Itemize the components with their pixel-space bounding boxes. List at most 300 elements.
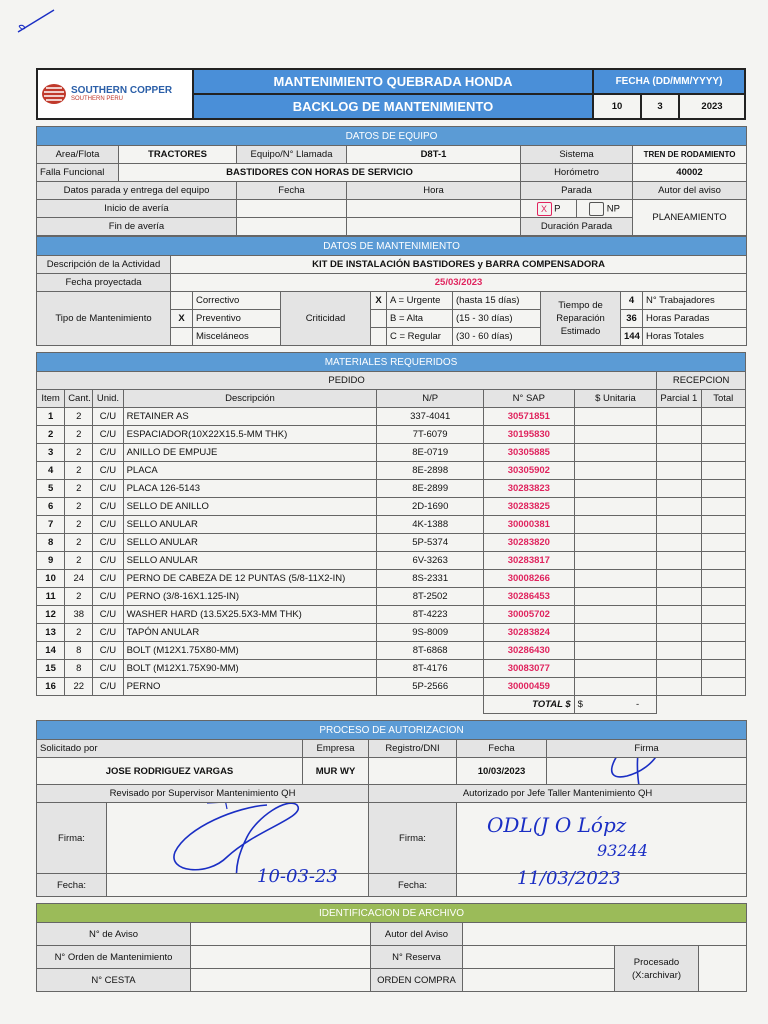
hora-col-label: Hora [347, 182, 521, 200]
registro-label: Registro/DNI [369, 740, 457, 758]
material-descripcion[interactable]: ESPACIADOR(10X22X15.5-MM THK) [123, 426, 377, 444]
inicio-hora[interactable] [347, 200, 521, 218]
empresa-value[interactable]: MUR WY [303, 758, 369, 785]
material-parcial[interactable] [657, 408, 701, 426]
material-np[interactable]: 337-4041 [377, 408, 484, 426]
material-unitaria[interactable] [574, 426, 657, 444]
material-sap[interactable]: 30000459 [484, 678, 575, 696]
autor-label: Autor del aviso [633, 182, 747, 200]
parada-label: Datos parada y entrega del equipo [37, 182, 237, 200]
material-parcial[interactable] [657, 660, 701, 678]
material-row [37, 516, 746, 534]
material-row [37, 606, 746, 624]
material-np[interactable]: 5P-5374 [377, 534, 484, 552]
material-item[interactable]: 4 [37, 462, 65, 480]
correctivo-label: Correctivo [193, 292, 281, 310]
material-sap[interactable]: 30283824 [484, 624, 575, 642]
material-unid[interactable]: C/U [93, 570, 123, 588]
material-item[interactable]: 11 [37, 588, 65, 606]
material-total[interactable] [701, 462, 746, 480]
material-np[interactable]: 8E-0719 [377, 444, 484, 462]
parada-p-cell[interactable] [521, 200, 577, 218]
material-sap[interactable]: 30283823 [484, 480, 575, 498]
material-total[interactable] [701, 408, 746, 426]
orden-label: N° Orden de Mantenimiento [37, 946, 191, 969]
material-parcial[interactable] [657, 552, 701, 570]
materiales-body [37, 408, 746, 696]
material-unitaria[interactable] [574, 408, 657, 426]
material-descripcion[interactable]: PLACA [123, 462, 377, 480]
horometro-value[interactable]: 40002 [633, 164, 747, 182]
rev-fecha-hand: 10-03-23 [257, 866, 338, 887]
crit-c-label: C = Regular [387, 328, 453, 346]
material-descripcion[interactable]: SELLO ANULAR [123, 516, 377, 534]
material-parcial[interactable] [657, 588, 701, 606]
material-cant[interactable]: 2 [65, 588, 93, 606]
material-sap[interactable]: 30286430 [484, 642, 575, 660]
total-label: TOTAL $ [484, 696, 575, 714]
material-parcial[interactable] [657, 606, 701, 624]
material-parcial[interactable] [657, 516, 701, 534]
material-unitaria[interactable] [574, 444, 657, 462]
aut-firma-text: ODL(J O Lópz [487, 813, 627, 837]
material-row [37, 552, 746, 570]
material-item[interactable]: 2 [37, 426, 65, 444]
col-np: N/P [377, 390, 484, 408]
pedido-label: PEDIDO [37, 372, 657, 390]
tiempo-label-3: Estimado [560, 326, 601, 337]
material-row [37, 408, 746, 426]
material-total[interactable] [701, 588, 746, 606]
material-row [37, 678, 746, 696]
date-month[interactable]: 3 [641, 94, 679, 119]
material-np[interactable]: 8T-4223 [377, 606, 484, 624]
rev-fecha-value[interactable] [107, 866, 369, 897]
procesado-value[interactable] [699, 946, 747, 992]
col-descripcion: Descripción [123, 390, 377, 408]
material-unitaria[interactable] [574, 570, 657, 588]
crit-b-mark[interactable] [371, 310, 387, 328]
horometro-label: Horómetro [521, 164, 633, 182]
material-np[interactable]: 8S-2331 [377, 570, 484, 588]
material-row [37, 660, 746, 678]
crit-c-range: (30 - 60 días) [453, 328, 541, 346]
rev-firma-label: Firma: [37, 803, 107, 874]
material-unitaria[interactable] [574, 624, 657, 642]
falla-label: Falla Funcional [37, 164, 119, 182]
material-np[interactable]: 5P-2566 [377, 678, 484, 696]
criticidad-label: Criticidad [281, 292, 371, 346]
aut-fecha-value[interactable] [457, 868, 747, 897]
fecha-proyectada-label: Fecha proyectada [37, 274, 171, 292]
material-sap[interactable]: 30305885 [484, 444, 575, 462]
material-cant[interactable]: 24 [65, 570, 93, 588]
desc-value[interactable]: KIT DE INSTALACIÓN BASTIDORES y BARRA COMPENSADORA [171, 256, 747, 274]
material-total[interactable] [701, 606, 746, 624]
misc-mark[interactable] [171, 328, 193, 346]
horas-paradas-value[interactable]: 36 [621, 310, 643, 328]
material-unitaria[interactable] [574, 642, 657, 660]
crit-a-label: A = Urgente [387, 292, 453, 310]
material-unid[interactable]: C/U [93, 642, 123, 660]
cesta-label: N° CESTA [37, 969, 191, 992]
material-total[interactable] [701, 624, 746, 642]
col-sap: N° SAP [484, 390, 575, 408]
material-unid[interactable]: C/U [93, 660, 123, 678]
date-year[interactable]: 2023 [679, 94, 745, 119]
material-sap[interactable]: 30305902 [484, 462, 575, 480]
material-unitaria[interactable] [574, 534, 657, 552]
material-parcial[interactable] [657, 534, 701, 552]
material-np[interactable]: 8E-2898 [377, 462, 484, 480]
header-table [36, 68, 746, 120]
material-cant[interactable]: 2 [65, 462, 93, 480]
material-total[interactable] [701, 678, 746, 696]
material-cant[interactable]: 2 [65, 516, 93, 534]
tiempo-label-2: Reparación [556, 313, 605, 324]
aut-fecha-hand: 11/03/2023 [517, 868, 621, 889]
material-item[interactable]: 14 [37, 642, 65, 660]
material-np[interactable]: 8E-2899 [377, 480, 484, 498]
autor-aviso-value[interactable] [463, 923, 747, 946]
material-total[interactable] [701, 552, 746, 570]
material-descripcion[interactable]: ANILLO DE EMPUJE [123, 444, 377, 462]
material-parcial[interactable] [657, 642, 701, 660]
material-item[interactable]: 8 [37, 534, 65, 552]
material-unitaria[interactable] [574, 462, 657, 480]
material-descripcion[interactable]: BOLT (M12X1.75X90-MM) [123, 660, 377, 678]
material-item[interactable]: 10 [37, 570, 65, 588]
reserva-value[interactable] [463, 946, 615, 969]
parada-p-checkbox[interactable]: X [537, 202, 552, 216]
materiales-header-row [37, 390, 746, 408]
recepcion-label: RECEPCION [657, 372, 746, 390]
material-total[interactable] [701, 516, 746, 534]
trabajadores-value[interactable]: 4 [621, 292, 643, 310]
tiempo-label-1: Tiempo de [558, 300, 603, 311]
material-row [37, 534, 746, 552]
material-unid[interactable]: C/U [93, 480, 123, 498]
material-np[interactable]: 8T-2502 [377, 588, 484, 606]
sistema-value[interactable]: TREN DE RODAMIENTO [633, 146, 747, 164]
material-row [37, 588, 746, 606]
material-unid[interactable]: C/U [93, 516, 123, 534]
material-cant[interactable]: 2 [65, 498, 93, 516]
company-logo-cell [37, 69, 193, 119]
material-item[interactable]: 6 [37, 498, 65, 516]
material-parcial[interactable] [657, 678, 701, 696]
material-parcial[interactable] [657, 498, 701, 516]
material-cant[interactable]: 2 [65, 552, 93, 570]
material-sap[interactable]: 30008266 [484, 570, 575, 588]
material-unid[interactable]: C/U [93, 552, 123, 570]
parada-p-label: P [554, 203, 561, 215]
material-cant[interactable]: 22 [65, 678, 93, 696]
col-cant: Cant. [65, 390, 93, 408]
material-cant[interactable]: 8 [65, 660, 93, 678]
crit-b-label: B = Alta [387, 310, 453, 328]
aut-firma-value[interactable] [457, 803, 747, 874]
compra-label: ORDEN COMPRA [371, 969, 463, 992]
company-subname: SOUTHERN PERU [71, 96, 124, 102]
material-sap[interactable]: 30283820 [484, 534, 575, 552]
total-spacer-right [657, 696, 746, 714]
procesado-title: Procesado [633, 956, 680, 968]
aut-fecha-l: Fecha: [369, 874, 457, 897]
col-parcial: Parcial 1 [657, 390, 701, 408]
desc-label: Descripción de la Actividad [37, 256, 171, 274]
trabajadores-label: N° Trabajadores [643, 292, 747, 310]
procesado-sub: (X:archivar) [631, 969, 682, 981]
autorizado-label: Autorizado por Jefe Taller Mantenimiento QH [369, 785, 747, 803]
parada-np-checkbox[interactable] [589, 202, 604, 216]
material-parcial[interactable] [657, 426, 701, 444]
procesado-label [615, 946, 699, 992]
material-sap[interactable]: 30005702 [484, 606, 575, 624]
material-cant[interactable]: 2 [65, 444, 93, 462]
material-np[interactable]: 8T-6868 [377, 642, 484, 660]
material-item[interactable]: 9 [37, 552, 65, 570]
material-cant[interactable]: 2 [65, 624, 93, 642]
material-parcial[interactable] [657, 444, 701, 462]
material-np[interactable]: 2D-1690 [377, 498, 484, 516]
registro-value[interactable] [369, 758, 457, 785]
total-spacer [37, 696, 484, 714]
material-unid[interactable]: C/U [93, 606, 123, 624]
material-total[interactable] [701, 426, 746, 444]
material-descripcion[interactable]: SELLO ANULAR [123, 534, 377, 552]
autorizacion-section-title: PROCESO DE AUTORIZACION [37, 721, 747, 740]
autor-value[interactable]: PLANEAMIENTO [633, 200, 747, 236]
pen-mark [14, 6, 58, 38]
parada-np-cell[interactable] [577, 200, 633, 218]
materiales-table [36, 352, 746, 714]
material-item[interactable]: 16 [37, 678, 65, 696]
material-item[interactable]: 13 [37, 624, 65, 642]
materiales-section-title: MATERIALES REQUERIDOS [37, 353, 746, 372]
material-row [37, 642, 746, 660]
material-sap[interactable]: 30571851 [484, 408, 575, 426]
equipo-table [36, 126, 747, 236]
fin-label: Fin de avería [37, 218, 237, 236]
material-sap[interactable]: 30283825 [484, 498, 575, 516]
material-sap[interactable]: 30000381 [484, 516, 575, 534]
solicitado-fecha[interactable]: 10/03/2023 [457, 758, 547, 785]
material-descripcion[interactable]: SELLO ANULAR [123, 552, 377, 570]
aut-fecha-label: Fecha [457, 740, 547, 758]
total-currency: $ [577, 699, 583, 710]
tipo-label: Tipo de Mantenimiento [37, 292, 171, 346]
material-descripcion[interactable]: WASHER HARD (13.5X25.5X3-MM THK) [123, 606, 377, 624]
orden-value[interactable] [191, 946, 371, 969]
rev-firma-value[interactable] [107, 803, 369, 874]
horas-paradas-label: Horas Paradas [643, 310, 747, 328]
material-parcial[interactable] [657, 462, 701, 480]
material-cant[interactable]: 8 [65, 642, 93, 660]
archivo-section-title: IDENTIFICACION DE ARCHIVO [37, 904, 747, 923]
material-total[interactable] [701, 570, 746, 588]
material-row [37, 570, 746, 588]
equipo-label: Equipo/N° Llamada [237, 146, 347, 164]
cesta-value[interactable] [191, 969, 371, 992]
material-sap[interactable]: 30195830 [484, 426, 575, 444]
material-unid[interactable]: C/U [93, 678, 123, 696]
material-row [37, 426, 746, 444]
material-sap[interactable]: 30083077 [484, 660, 575, 678]
material-cant[interactable]: 2 [65, 408, 93, 426]
material-item[interactable]: 15 [37, 660, 65, 678]
material-total[interactable] [701, 660, 746, 678]
material-descripcion[interactable]: SELLO DE ANILLO [123, 498, 377, 516]
material-unid[interactable]: C/U [93, 426, 123, 444]
material-cant[interactable]: 2 [65, 480, 93, 498]
material-unid[interactable]: C/U [93, 534, 123, 552]
col-unitaria: $ Unitaria [574, 390, 657, 408]
material-total[interactable] [701, 444, 746, 462]
fin-fecha[interactable] [237, 218, 347, 236]
horas-totales-label: Horas Totales [643, 328, 747, 346]
material-unitaria[interactable] [574, 552, 657, 570]
material-cant[interactable]: 2 [65, 426, 93, 444]
misc-label: Misceláneos [193, 328, 281, 346]
autor-aviso-label: Autor del Aviso [371, 923, 463, 946]
total-dash: - [636, 699, 640, 710]
material-row [37, 444, 746, 462]
material-parcial[interactable] [657, 624, 701, 642]
col-total: Total [701, 390, 746, 408]
material-item[interactable]: 12 [37, 606, 65, 624]
crit-a-mark[interactable]: X [371, 292, 387, 310]
material-total[interactable] [701, 480, 746, 498]
col-item: Item [37, 390, 65, 408]
material-unid[interactable]: C/U [93, 624, 123, 642]
rev-fecha-label: Fecha: [37, 874, 107, 897]
material-np[interactable]: 9S-8009 [377, 624, 484, 642]
material-total[interactable] [701, 642, 746, 660]
crit-c-mark[interactable] [371, 328, 387, 346]
material-parcial[interactable] [657, 480, 701, 498]
company-logo-icon [41, 83, 67, 105]
crit-b-range: (15 - 30 días) [453, 310, 541, 328]
form-sheet [36, 68, 746, 992]
company-name: SOUTHERN COPPER [71, 85, 173, 96]
solicitado-label: Solicitado por [37, 740, 303, 758]
preventivo-mark[interactable]: X [171, 310, 193, 328]
material-np[interactable]: 4K-1388 [377, 516, 484, 534]
material-unid[interactable]: C/U [93, 588, 123, 606]
material-unid[interactable]: C/U [93, 444, 123, 462]
material-unid[interactable]: C/U [93, 408, 123, 426]
signature-1 [577, 758, 697, 785]
col-unid: Unid. [93, 390, 123, 408]
material-np[interactable]: 8T-4176 [377, 660, 484, 678]
material-item[interactable]: 5 [37, 480, 65, 498]
material-item[interactable]: 3 [37, 444, 65, 462]
material-item[interactable]: 7 [37, 516, 65, 534]
material-row [37, 624, 746, 642]
material-descripcion[interactable]: PERNO (3/8-16X1.125-IN) [123, 588, 377, 606]
form-subtitle: BACKLOG DE MANTENIMIENTO [193, 94, 593, 119]
empresa-label: Empresa [303, 740, 369, 758]
fecha-proyectada-value[interactable]: 25/03/2023 [171, 274, 747, 292]
material-unitaria[interactable] [574, 588, 657, 606]
aut-firma-label: Firma [547, 740, 747, 758]
material-np[interactable]: 6V-3263 [377, 552, 484, 570]
aut-firma-number: 93244 [597, 841, 648, 860]
material-descripcion[interactable]: PERNO [123, 678, 377, 696]
fin-hora[interactable] [347, 218, 521, 236]
material-unid[interactable]: C/U [93, 462, 123, 480]
equipo-value[interactable]: D8T-1 [347, 146, 521, 164]
material-unitaria[interactable] [574, 678, 657, 696]
material-unid[interactable]: C/U [93, 498, 123, 516]
material-sap[interactable]: 30286453 [484, 588, 575, 606]
material-descripcion[interactable]: PLACA 126-5143 [123, 480, 377, 498]
material-item[interactable]: 1 [37, 408, 65, 426]
falla-value[interactable]: BASTIDORES CON HORAS DE SERVICIO [119, 164, 521, 182]
area-label: Area/Flota [37, 146, 119, 164]
sistema-label: Sistema [521, 146, 633, 164]
material-row [37, 498, 746, 516]
material-descripcion[interactable]: BOLT (M12X1.75X80-MM) [123, 642, 377, 660]
area-value[interactable]: TRACTORES [119, 146, 237, 164]
revisado-label: Revisado por Supervisor Mantenimiento QH [37, 785, 369, 803]
date-label: FECHA (DD/MM/YYYY) [593, 69, 745, 94]
total-value[interactable] [574, 696, 657, 714]
material-descripcion[interactable]: TAPÓN ANULAR [123, 624, 377, 642]
preventivo-label: Preventivo [193, 310, 281, 328]
inicio-fecha[interactable] [237, 200, 347, 218]
material-total[interactable] [701, 498, 746, 516]
signature-2 [147, 803, 317, 874]
material-unitaria[interactable] [574, 660, 657, 678]
correctivo-mark[interactable] [171, 292, 193, 310]
material-row [37, 462, 746, 480]
parada-col-label: Parada [521, 182, 633, 200]
material-unitaria[interactable] [574, 516, 657, 534]
reserva-label: N° Reserva [371, 946, 463, 969]
archivo-table [36, 903, 747, 992]
material-cant[interactable]: 2 [65, 534, 93, 552]
inicio-label: Inicio de avería [37, 200, 237, 218]
solicitado-value[interactable]: JOSE RODRIGUEZ VARGAS [37, 758, 303, 785]
material-total[interactable] [701, 534, 746, 552]
solicitado-firma[interactable] [547, 758, 747, 785]
material-unitaria[interactable] [574, 480, 657, 498]
material-descripcion[interactable]: PERNO DE CABEZA DE 12 PUNTAS (5/8-11X2-IN) [123, 570, 377, 588]
material-descripcion[interactable]: RETAINER AS [123, 408, 377, 426]
horas-totales-value[interactable]: 144 [621, 328, 643, 346]
fecha-col-label: Fecha [237, 182, 347, 200]
mantenimiento-section-title: DATOS DE MANTENIMIENTO [37, 237, 747, 256]
mantenimiento-table [36, 236, 747, 346]
aviso-label: N° de Aviso [37, 923, 191, 946]
aviso-value[interactable] [191, 923, 371, 946]
material-sap[interactable]: 30283817 [484, 552, 575, 570]
material-np[interactable]: 7T-6079 [377, 426, 484, 444]
material-unitaria[interactable] [574, 498, 657, 516]
tiempo-label [541, 292, 621, 346]
date-day[interactable]: 10 [593, 94, 641, 119]
aut-firma-l: Firma: [369, 803, 457, 874]
material-unitaria[interactable] [574, 606, 657, 624]
form-title: MANTENIMIENTO QUEBRADA HONDA [193, 69, 593, 94]
material-cant[interactable]: 38 [65, 606, 93, 624]
autorizacion-table [36, 720, 747, 897]
material-parcial[interactable] [657, 570, 701, 588]
compra-value[interactable] [463, 969, 615, 992]
parada-np-label: NP [606, 203, 620, 215]
